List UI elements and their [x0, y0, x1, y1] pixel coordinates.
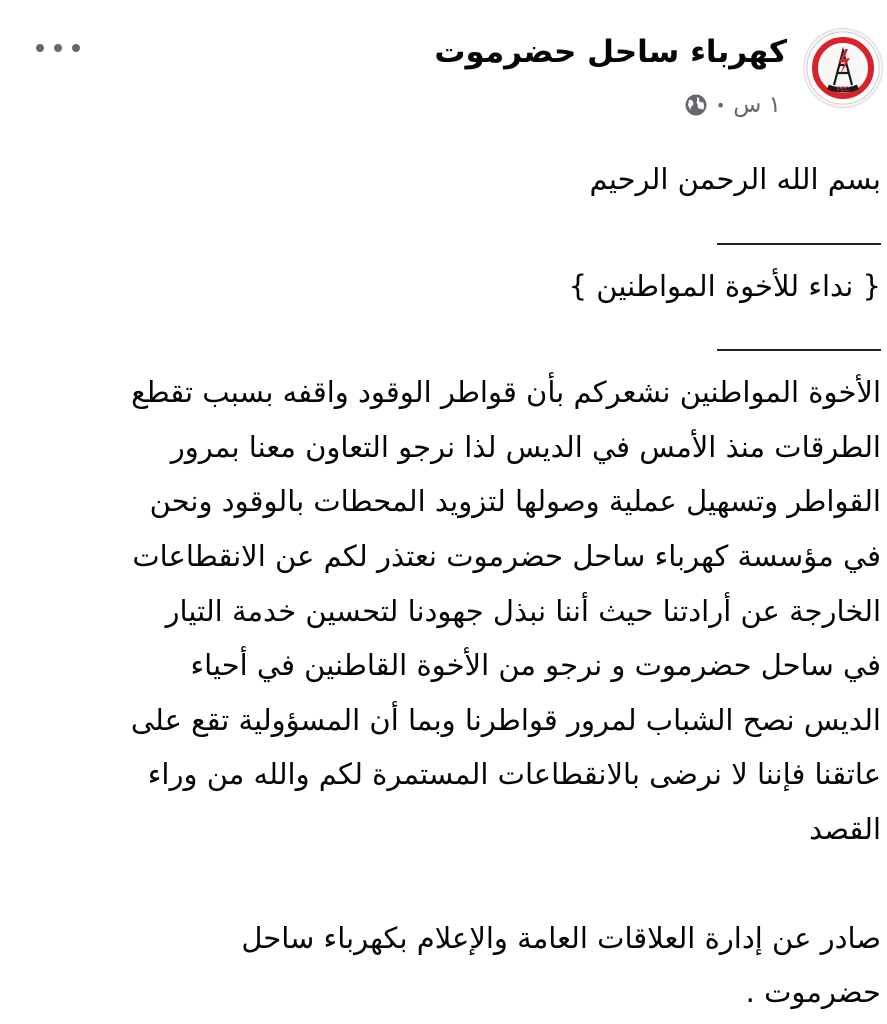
signature-line: صادر عن إدارة العلاقات العامة والإعلام بكهرباء ساحل — [241, 920, 881, 955]
more-options-button[interactable] — [36, 36, 80, 60]
logo-label: PEC — [836, 87, 850, 93]
separator-rule — [717, 207, 881, 245]
paragraph-line: الأخوة المواطنين نشعركم بأن قواطر الوقود واقفه بسبب تقطع — [131, 375, 881, 410]
more-dot-icon — [54, 44, 62, 52]
paragraph-line: الديس نصح الشباب لمرور قواطرنا وبما أن المسؤولية تقع على — [130, 702, 881, 737]
meta-separator: • — [715, 95, 726, 115]
post-greeting: بسم الله الرحمن الرحيم — [589, 162, 881, 196]
separator-rule — [717, 313, 881, 351]
globe-icon[interactable] — [684, 93, 708, 117]
post-time[interactable]: ١ س — [733, 92, 781, 118]
paragraph-line: في ساحل حضرموت و نرجو من الأخوة القاطنين في أحياء — [190, 648, 881, 683]
post-header — [0, 26, 887, 126]
post-paragraph — [0, 365, 881, 856]
page-name-link[interactable]: كهرباء ساحل حضرموت — [434, 34, 787, 70]
company-logo-icon — [804, 29, 882, 107]
more-dot-icon — [72, 44, 80, 52]
paragraph-line: الخارجة عن أرادتنا حيث أننا نبذل جهودنا لتحسين خدمة التيار — [165, 593, 881, 628]
paragraph-line: في مؤسسة كهرباء ساحل حضرموت نعتذر لكم عن الانقطاعات — [132, 538, 881, 573]
post-signature — [0, 911, 881, 1020]
paragraph-line: عاتقنا فإننا لا نرضى بالانقطاعات المستمرة لكم والله من وراء — [147, 757, 881, 792]
page-avatar[interactable] — [803, 28, 883, 108]
signature-line: حضرموت . — [745, 975, 881, 1010]
post-meta — [684, 92, 781, 118]
more-dot-icon — [36, 44, 44, 52]
post-body — [0, 152, 881, 1020]
post-heading: { نداء للأخوة المواطنين } — [568, 268, 881, 303]
paragraph-line: القصد — [809, 811, 881, 846]
blank-line — [0, 857, 881, 911]
paragraph-line: القواطر وتسهيل عملية وصولها لتزويد المحطات بالوقود ونحن — [149, 484, 881, 519]
paragraph-line: الطرقات منذ الأمس في الديس لذا نرجو التعاون معنا بمرور — [170, 429, 881, 464]
